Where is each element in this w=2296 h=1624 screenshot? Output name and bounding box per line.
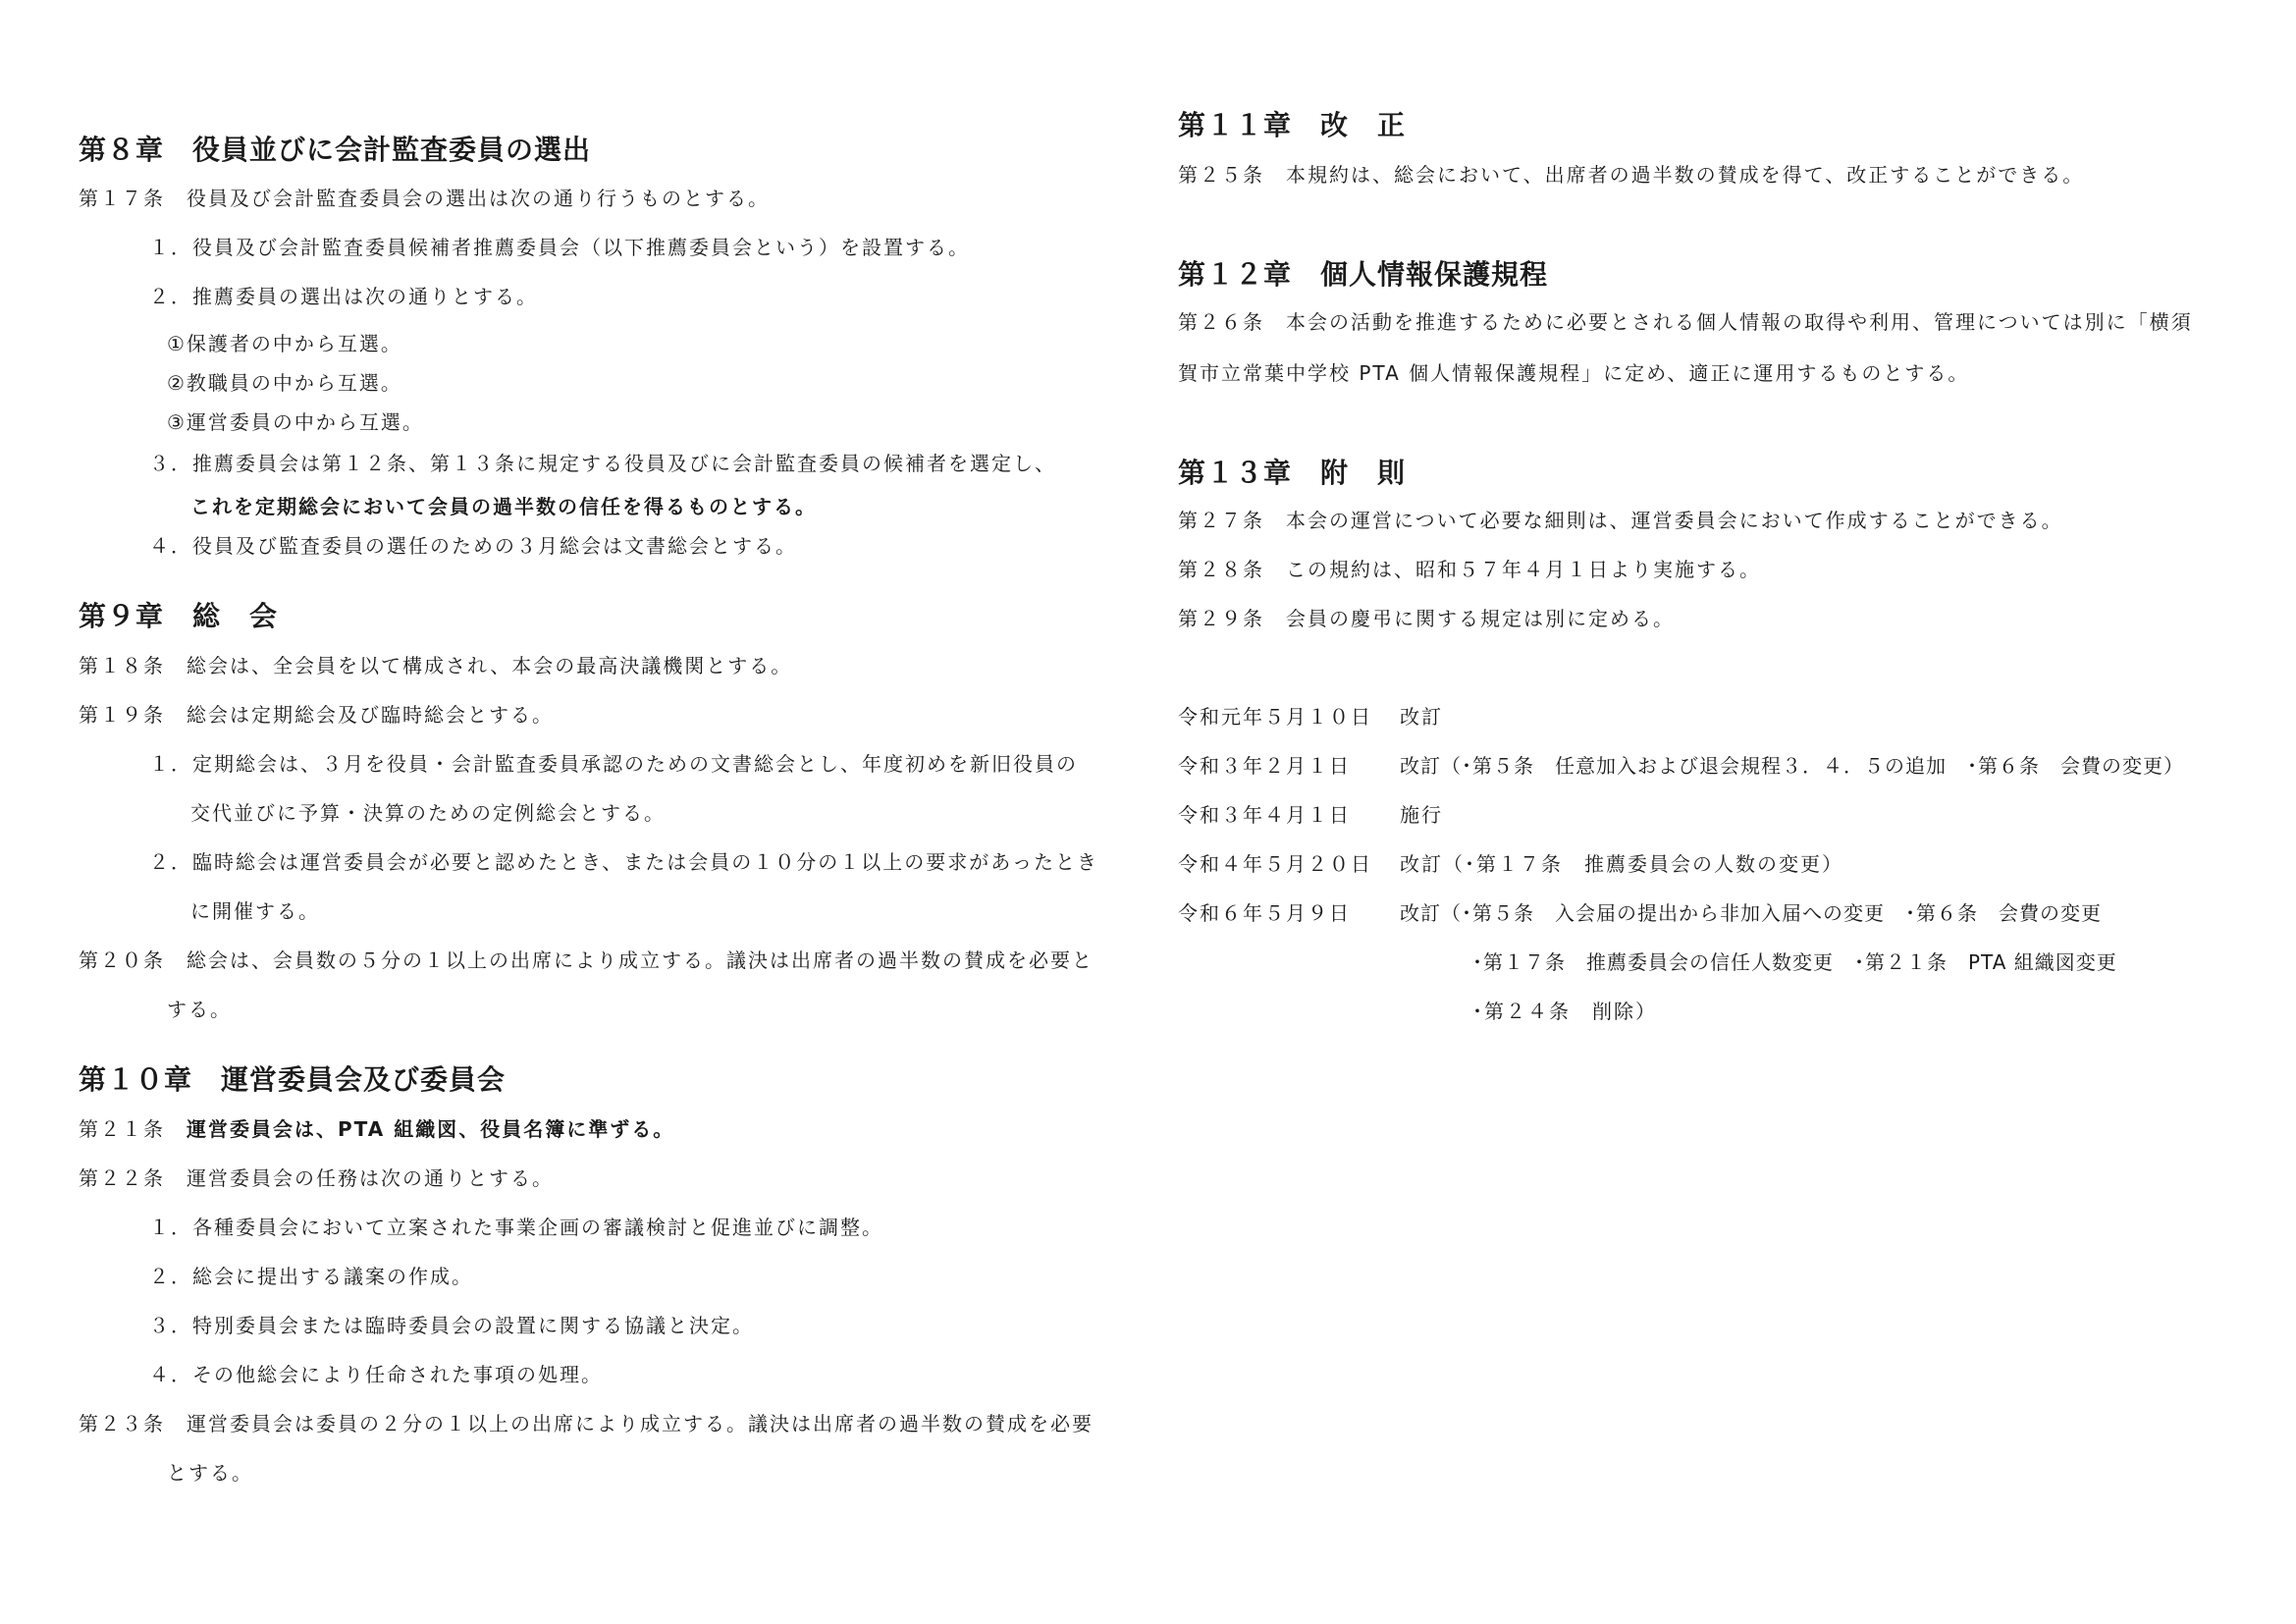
article-18: 第１８条 総会は、全会員を以て構成され、本会の最高決議機関とする。 bbox=[79, 654, 793, 677]
article-19-item-1-cont: 交代並びに予算・決算のための定例総会とする。 bbox=[190, 801, 666, 825]
article-22-item-2: ２．総会に提出する議案の作成。 bbox=[149, 1265, 473, 1288]
article-26: 第２６条 本会の活動を推進するために必要とされる個人情報の取得や利用、管理については別に「横須 bbox=[1178, 310, 2193, 334]
chapter-13-title: 第１３章 附 則 bbox=[1178, 457, 1407, 489]
history-text-2: 改訂（･第５条 任意加入および退会規程３．４．５の追加 ･第６条 会費の変更） bbox=[1400, 754, 2184, 778]
article-22: 第２２条 運営委員会の任務は次の通りとする。 bbox=[79, 1166, 554, 1190]
history-text-5-cont-1: ･第１７条 推薦委員会の信任人数変更 ･第２１条 PTA 組織図変更 bbox=[1472, 950, 2117, 974]
chapter-9-title: 第９章 総 会 bbox=[79, 600, 279, 632]
history-date-1: 令和元年５月１０日 bbox=[1178, 705, 1372, 729]
article-28: 第２８条 この規約は、昭和５７年４月１日より実施する。 bbox=[1178, 558, 1761, 581]
article-17-item-4: ４．役員及び監査委員の選任のための３月総会は文書総会とする。 bbox=[149, 534, 797, 558]
article-19: 第１９条 総会は定期総会及び臨時総会とする。 bbox=[79, 703, 554, 727]
article-17-item-3: ３．推薦委員会は第１２条、第１３条に規定する役員及びに会計監査委員の候補者を選定し、 bbox=[149, 452, 1056, 475]
article-17-item-1: １．役員及び会計監査委員候補者推薦委員会（以下推薦委員会という）を設置する。 bbox=[149, 236, 970, 259]
history-text-5-cont-2: ･第２４条 削除） bbox=[1472, 1000, 1657, 1023]
history-date-5: 令和６年５月９日 bbox=[1178, 901, 1351, 925]
history-date-2: 令和３年２月１日 bbox=[1178, 754, 1351, 778]
history-text-4: 改訂（･第１７条 推薦委員会の人数の変更） bbox=[1400, 852, 1843, 876]
article-27: 第２７条 本会の運営について必要な細則は、運営委員会において作成することができる。 bbox=[1178, 509, 2063, 532]
article-22-item-4: ４．その他総会により任命された事項の処理。 bbox=[149, 1363, 603, 1386]
article-17-sub-2: ②教職員の中から互選。 bbox=[167, 371, 402, 395]
history-date-4: 令和４年５月２０日 bbox=[1178, 852, 1372, 876]
article-29: 第２９条 会員の慶弔に関する規定は別に定める。 bbox=[1178, 607, 1675, 630]
history-text-5: 改訂（･第５条 入会届の提出から非加入届への変更 ･第６条 会費の変更 bbox=[1400, 901, 2102, 925]
article-23-cont: とする。 bbox=[167, 1461, 253, 1485]
article-22-item-1: １．各種委員会において立案された事業企画の審議検討と促進並びに調整。 bbox=[149, 1216, 883, 1239]
history-date-3: 令和３年４月１日 bbox=[1178, 803, 1351, 827]
article-17: 第１７条 役員及び会計監査委員会の選出は次の通り行うものとする。 bbox=[79, 187, 770, 210]
article-23: 第２３条 運営委員会は委員の２分の１以上の出席により成立する。議決は出席者の過半数の賛成を必要 bbox=[79, 1412, 1094, 1435]
article-19-item-1: １．定期総会は、３月を役員・会計監査委員承認のための文書総会とし、年度初めを新旧役員の bbox=[149, 752, 1078, 776]
article-19-item-2: ２．臨時総会は運営委員会が必要と認めたとき、または会員の１０分の１以上の要求があったとき bbox=[149, 850, 1098, 874]
article-17-item-2: ２．推薦委員の選出は次の通りとする。 bbox=[149, 285, 538, 308]
article-21-text: 運営委員会は、PTA 組織図、役員名簿に準ずる。 bbox=[187, 1117, 675, 1141]
history-text-3: 施行 bbox=[1400, 803, 1443, 827]
article-19-item-2-cont: に開催する。 bbox=[190, 899, 320, 923]
chapter-12-title: 第１２章 個人情報保護規程 bbox=[1178, 258, 1549, 291]
article-21 bbox=[79, 1113, 674, 1142]
article-17-sub-1: ①保護者の中から互選。 bbox=[167, 332, 402, 355]
history-text-1: 改訂 bbox=[1400, 705, 1443, 729]
article-21-label: 第２１条 bbox=[79, 1117, 187, 1141]
chapter-10-title: 第１０章 運営委員会及び委員会 bbox=[79, 1063, 507, 1096]
article-17-item-3-cont: これを定期総会において会員の過半数の信任を得るものとする。 bbox=[190, 495, 817, 518]
article-26-cont: 賀市立常葉中学校 PTA 個人情報保護規程」に定め、適正に運用するものとする。 bbox=[1178, 361, 1970, 385]
article-22-item-3: ３．特別委員会または臨時委員会の設置に関する協議と決定。 bbox=[149, 1314, 754, 1337]
article-20-cont: する。 bbox=[167, 998, 232, 1021]
chapter-11-title: 第１１章 改 正 bbox=[1178, 109, 1407, 141]
article-25: 第２５条 本規約は、総会において、出席者の過半数の賛成を得て、改正することができる。 bbox=[1178, 163, 2085, 187]
article-20: 第２０条 総会は、会員数の５分の１以上の出席により成立する。議決は出席者の過半数の賛成を必要と bbox=[79, 948, 1094, 972]
chapter-8-title: 第８章 役員並びに会計監査委員の選出 bbox=[79, 134, 592, 166]
article-17-sub-3: ③運営委員の中から互選。 bbox=[167, 410, 424, 434]
